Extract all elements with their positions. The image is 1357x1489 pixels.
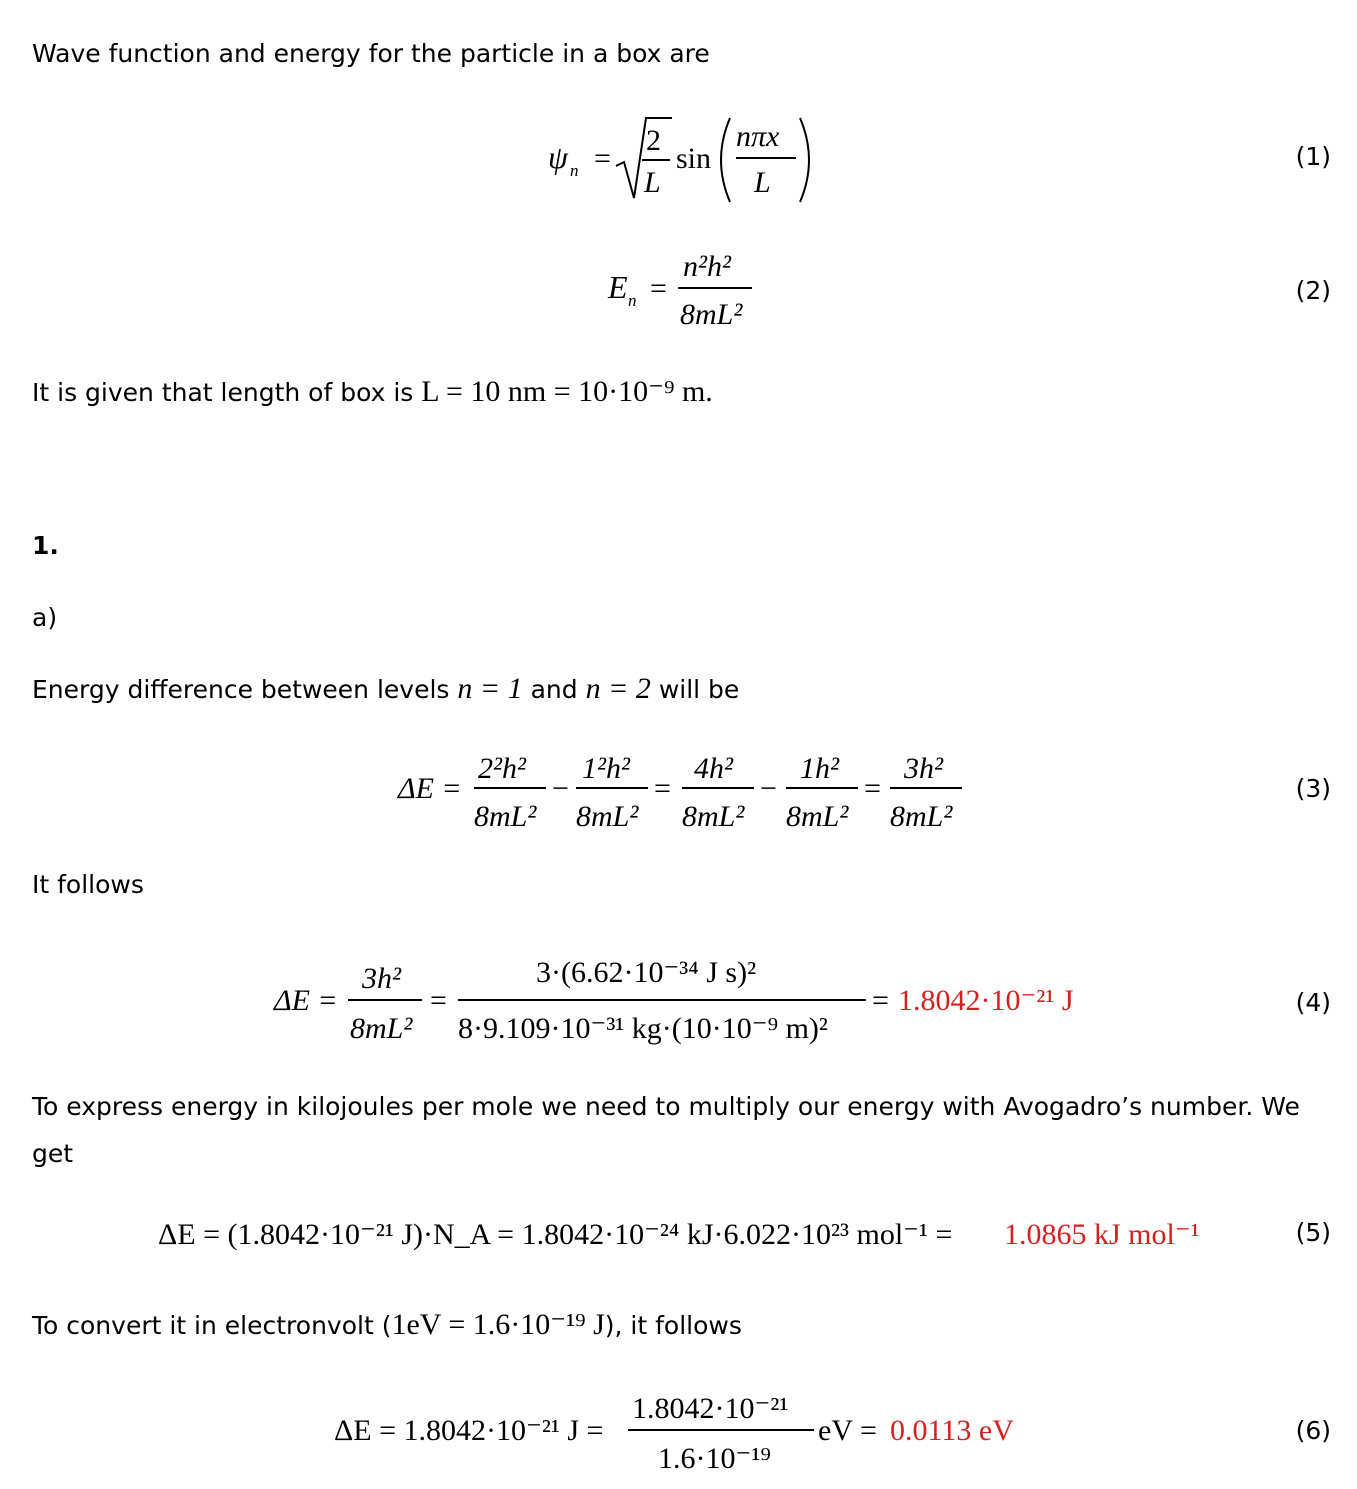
eq4-lhs: ΔE = (274, 984, 338, 1017)
eq4-big-den: 8·9.109·10⁻³¹ kg·(10·10⁻⁹ m)² (458, 1012, 828, 1045)
svg-text:=: = (430, 984, 447, 1017)
equation-4 (0, 940, 1357, 1050)
eq5-result: 1.0865 kJ mol⁻¹ (1004, 1218, 1200, 1251)
eq6-unit: eV = (818, 1414, 877, 1447)
svg-text:−: − (552, 772, 569, 805)
eq3-t5-den: 8mL² (890, 800, 953, 833)
eq3-t1-den: 8mL² (474, 800, 537, 833)
eq3-number: (3) (1295, 774, 1331, 803)
ev-line (32, 1301, 742, 1349)
eq3-t3-num: 4h² (694, 752, 733, 785)
eq5-expr: ΔE = (1.8042·10⁻²¹ J)·N_A = 1.8042·10⁻²⁴ kJ·6.022·10²³ mol⁻¹ = (158, 1218, 953, 1251)
eq3-t4-den: 8mL² (786, 800, 849, 833)
eq2-den: 8mL² (680, 298, 743, 331)
eq1-number: (1) (1295, 142, 1331, 171)
eq1-two: 2 (646, 124, 661, 157)
eq3-t1-num: 2²h² (478, 752, 526, 785)
part-label: a) (32, 603, 58, 632)
eq6-lhs: ΔE = 1.8042·10⁻²¹ J = (334, 1414, 604, 1447)
eq2-num: n²h² (683, 250, 731, 283)
eq6-frac-num: 1.8042·10⁻²¹ (632, 1392, 789, 1425)
eq4-frac-den: 8mL² (350, 1012, 413, 1045)
eq6-number: (6) (1295, 1416, 1331, 1445)
eq4-big-num: 3·(6.62·10⁻³⁴ J s)² (536, 956, 757, 989)
eq4-number: (4) (1295, 988, 1331, 1017)
section-number: 1. (32, 531, 59, 560)
eq1-L: L (644, 166, 661, 199)
eq6-result: 0.0113 eV (890, 1414, 1014, 1447)
equation-3 (0, 742, 1357, 842)
svg-text:=: = (872, 984, 889, 1017)
equation-1 (0, 108, 1357, 208)
ev-post: ), it follows (604, 1311, 742, 1340)
eq3-t2-num: 1²h² (582, 752, 630, 785)
svg-text:=: = (654, 772, 671, 805)
eq3-t5-num: 3h² (904, 752, 943, 785)
energy-diff-b: n = 2 (585, 672, 651, 705)
energy-diff-post: will be (658, 675, 740, 704)
eq3-t3-den: 8mL² (682, 800, 745, 833)
ev-pre: To convert it in electronvolt ( (32, 1311, 392, 1340)
eq1-sin: sin (676, 142, 712, 175)
eq3-t2-den: 8mL² (576, 800, 639, 833)
svg-text:=: = (650, 272, 667, 305)
eq6-frac-den: 1.6·10⁻¹⁹ (658, 1442, 771, 1475)
eq3-lhs: ΔE = (398, 772, 462, 805)
eq1-L2: L (754, 166, 771, 199)
given-expr: L = 10 nm = 10·10⁻⁹ m. (421, 375, 713, 408)
eq3-t4-num: 1h² (800, 752, 839, 785)
given-text: It is given that length of box is (32, 378, 414, 407)
equation-6 (0, 1382, 1357, 1482)
follows-text: It follows (32, 870, 144, 899)
eq1-sub: n (570, 161, 579, 180)
eq2-number: (2) (1295, 276, 1331, 305)
svg-text:−: − (760, 772, 777, 805)
eq1-psi: ψ (548, 139, 568, 175)
eq1-npix: nπx (736, 120, 780, 153)
eq1-equals: = (594, 142, 611, 175)
energy-diff-mid: and (530, 675, 578, 704)
eq4-frac-num: 3h² (362, 962, 401, 995)
energy-diff-line (32, 665, 739, 713)
energy-diff-pre: Energy difference between levels (32, 675, 450, 704)
equation-2 (0, 240, 1357, 340)
ev-expr: 1eV = 1.6·10⁻¹⁹ J (391, 1308, 605, 1341)
eq2-sub: n (628, 291, 637, 310)
intro-text: Wave function and energy for the particle in a box are (32, 39, 710, 68)
svg-text:=: = (864, 772, 881, 805)
eq4-result: 1.8042·10⁻²¹ J (898, 984, 1074, 1017)
energy-diff-a: n = 1 (457, 672, 523, 705)
kj-paragraph: To express energy in kilojoules per mole we need to multiply our energy with Avogadro’s number. We get (32, 1092, 1300, 1168)
eq5-number: (5) (1295, 1218, 1331, 1247)
equation-5 (0, 1200, 1357, 1270)
eq2-E: E (608, 269, 628, 305)
given-line (32, 368, 713, 416)
